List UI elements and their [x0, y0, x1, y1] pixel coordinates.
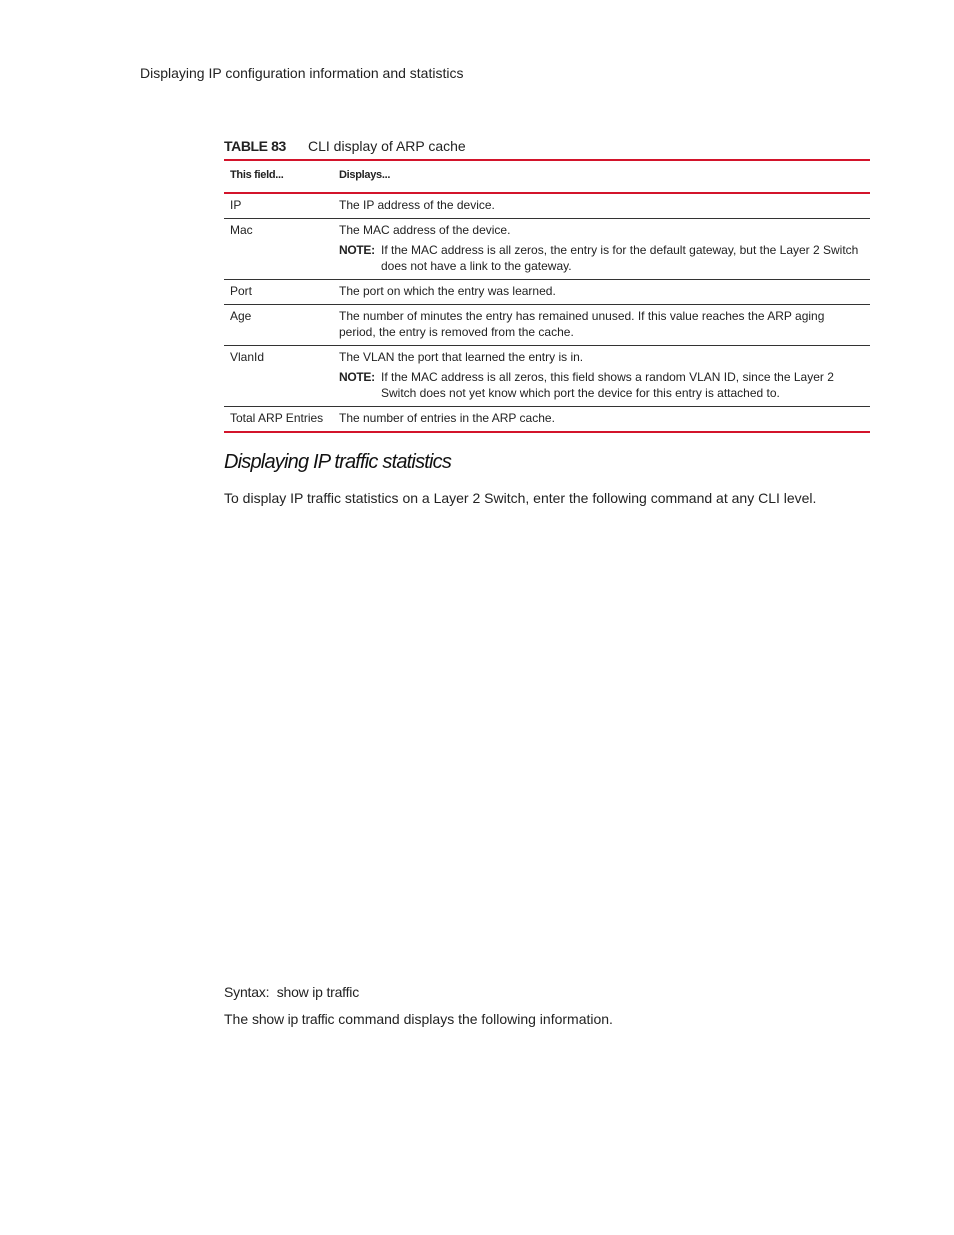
field-name: Port: [224, 280, 333, 305]
syntax-command: show ip traffic: [276, 984, 360, 1000]
arp-cache-table-container: [224, 159, 870, 433]
table-row: [224, 407, 870, 433]
field-name: Total ARP Entries: [230, 411, 324, 425]
table-row: [224, 346, 870, 407]
command-description: [224, 1011, 613, 1027]
column-header-field: This field...: [224, 160, 333, 193]
field-description: [333, 193, 870, 219]
column-header-displays: Displays...: [333, 160, 870, 193]
intro-paragraph: To display IP traffic statistics on a Layer 2 Switch, enter the following command at any CLI level.: [224, 490, 817, 506]
field-name: Age: [224, 305, 333, 346]
field-name: IP: [224, 193, 333, 219]
note-text: If the MAC address is all zeros, this field shows a random VLAN ID, since the Layer 2 Switch does not yet know which port the device for this entry is attached to.: [381, 370, 834, 400]
field-name: Mac: [224, 219, 333, 280]
field-description: [333, 407, 870, 433]
table-header-row: [224, 160, 870, 193]
description-text: The number of entries in the ARP cache.: [339, 411, 555, 425]
table-row: [224, 193, 870, 219]
table-row: [224, 305, 870, 346]
note-text: If the MAC address is all zeros, the entry is for the default gateway, but the Layer 2 Switch does not have a link to the gateway.: [381, 243, 859, 273]
table-caption: [224, 138, 466, 154]
description-text: The port on which the entry was learned.: [339, 284, 556, 298]
description-prefix: The: [224, 1011, 249, 1027]
description-text: The VLAN the port that learned the entry is in.: [339, 350, 584, 364]
field-name: VlanId: [224, 346, 333, 407]
table-row: [224, 219, 870, 280]
description-suffix: command displays the following information.: [338, 1011, 613, 1027]
table-title: CLI display of ARP cache: [308, 138, 466, 154]
description-text: The MAC address of the device.: [339, 223, 511, 237]
note: [339, 242, 864, 274]
syntax-label: Syntax:: [224, 984, 270, 1000]
note-label: NOTE:: [339, 243, 375, 257]
table-number: TABLE 83: [224, 138, 286, 154]
running-header: Displaying IP configuration information and statistics: [140, 65, 464, 81]
description-text: The number of minutes the entry has remained unused. If this value reaches the ARP aging period, the entry is removed from the cache.: [339, 309, 825, 339]
note: [339, 369, 864, 401]
description-text: The IP address of the device.: [339, 198, 495, 212]
field-description: [333, 305, 870, 346]
syntax-line: [224, 984, 359, 1000]
note-label: NOTE:: [339, 370, 375, 384]
field-description: [333, 219, 870, 280]
field-description: [333, 346, 870, 407]
field-description: [333, 280, 870, 305]
arp-cache-table: [224, 159, 870, 433]
section-heading: Displaying IP traffic statistics: [224, 451, 452, 473]
description-command: show ip traffic: [252, 1011, 335, 1027]
table-row: [224, 280, 870, 305]
